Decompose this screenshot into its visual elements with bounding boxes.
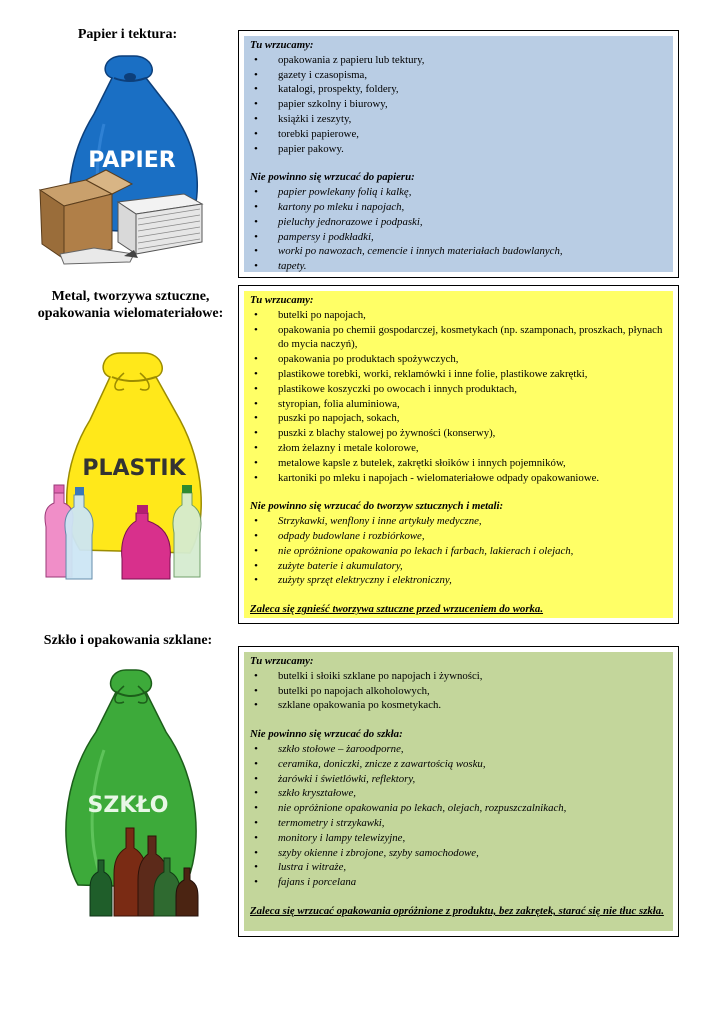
glass-allowed-list	[250, 669, 667, 713]
list-item: • nie opróżnione opakowania po lekach i farbach, lakierach i olejach,	[250, 544, 667, 559]
paper-info-panel	[238, 30, 679, 278]
section-title-plastic-line2: opakowania wielomateriałowe:	[37, 306, 224, 321]
list-item: • pieluchy jednorazowe i podpaski,	[250, 215, 667, 230]
paper-allowed-list	[250, 53, 667, 157]
paper-bag-illustration	[34, 44, 224, 269]
list-item: • złom żelazny i metale kolorowe,	[250, 441, 667, 456]
list-item: • kartony po mleku i napojach,	[250, 200, 667, 215]
list-item: • książki i zeszyty,	[250, 112, 667, 127]
list-item: • szklane opakowania po kosmetykach.	[250, 698, 667, 713]
list-item: • puszki z blachy stalowej po żywności (konserwy),	[250, 426, 667, 441]
paper-allowed-label: Tu wrzucamy:	[250, 39, 314, 51]
paper-forbidden-list	[250, 185, 667, 274]
list-item: • plastikowe torebki, worki, reklamówki i inne folie, plastikowe zakrętki,	[250, 367, 667, 382]
plastic-info-content	[244, 291, 673, 618]
plastic-allowed-label: Tu wrzucamy:	[250, 294, 314, 306]
list-item: • styropian, folia aluminiowa,	[250, 397, 667, 412]
list-item: • termometry i strzykawki,	[250, 816, 667, 831]
list-item: • opakowania po produktach spożywczych,	[250, 352, 667, 367]
glass-forbidden-list	[250, 742, 667, 890]
glass-forbidden-label: Nie powinno się wrzucać do szkła:	[250, 728, 403, 741]
plastic-bag-illustration	[40, 345, 220, 585]
list-item: • papier szkolny i biurowy,	[250, 97, 667, 112]
list-item: • butelki po napojach alkoholowych,	[250, 684, 667, 699]
section-title-glass: Szkło i opakowania szklane:	[43, 633, 213, 648]
list-item: • odpady budowlane i rozbiórkowe,	[250, 529, 667, 544]
list-item: • puszki po napojach, sokach,	[250, 411, 667, 426]
list-item: • butelki po napojach,	[250, 308, 667, 323]
list-item: • nie opróżnione opakowania po lekach, olejach, rozpuszczalnikach,	[250, 801, 667, 816]
section-title-plastic-line1: Metal, tworzywa sztuczne,	[51, 289, 210, 304]
list-item: • plastikowe koszyczki po owocach i innych produktach,	[250, 382, 667, 397]
section-title-paper: Papier i tektura:	[77, 27, 178, 42]
list-item: • metalowe kapsle z butelek, zakrętki słoików i innych pojemników,	[250, 456, 667, 471]
list-item: • worki po nawozach, cemencie i innych materiałach budowlanych,	[250, 244, 667, 259]
list-item: • gazety i czasopisma,	[250, 68, 667, 83]
list-item: • fajans i porcelana	[250, 875, 667, 890]
list-item: • tapety.	[250, 259, 667, 274]
bag-label-paper: PAPIER	[88, 148, 176, 173]
paper-info-content	[244, 36, 673, 272]
list-item: • lustra i witraże,	[250, 860, 667, 875]
list-item: • opakowania po chemii gospodarczej, kosmetykach (np. szamponach, proszkach, płynach do mycia naczyń),	[250, 323, 667, 353]
list-item: • torebki papierowe,	[250, 127, 667, 142]
list-item: • monitory i lampy telewizyjne,	[250, 831, 667, 846]
glass-bag-illustration	[34, 660, 214, 920]
plastic-forbidden-list	[250, 514, 667, 588]
glass-note: Zaleca się wrzucać opakowania opróżnione z produktu, bez zakrętek, starać się nie tłuc szkła.	[250, 904, 664, 917]
glass-allowed-label: Tu wrzucamy:	[250, 655, 314, 667]
list-item: • opakowania z papieru lub tektury,	[250, 53, 667, 68]
list-item: • zużyty sprzęt elektryczny i elektroniczny,	[250, 573, 667, 588]
list-item: • papier pakowy.	[250, 142, 667, 157]
list-item: • kartoniki po mleku i napojach - wielomateriałowe odpady opakowaniowe.	[250, 471, 667, 486]
paper-forbidden-label: Nie powinno się wrzucać do papieru:	[250, 171, 415, 184]
plastic-info-panel	[238, 285, 679, 624]
glass-info-panel	[238, 646, 679, 937]
list-item: • papier powlekany folią i kalkę,	[250, 185, 667, 200]
bag-label-plastic: PLASTIK	[82, 456, 186, 481]
list-item: • Strzykawki, wenflony i inne artykuły medyczne,	[250, 514, 667, 529]
list-item: • żarówki i świetlówki, reflektory,	[250, 772, 667, 787]
glass-info-content	[244, 652, 673, 931]
list-item: • szkło kryształowe,	[250, 786, 667, 801]
list-item: • szyby okienne i zbrojone, szyby samochodowe,	[250, 846, 667, 861]
plastic-note: Zaleca się zgnieść tworzywa sztuczne przed wrzuceniem do worka.	[250, 603, 544, 616]
list-item: • szkło stołowe – żaroodporne,	[250, 742, 667, 757]
bag-label-glass: SZKŁO	[87, 793, 169, 818]
list-item: • katalogi, prospekty, foldery,	[250, 82, 667, 97]
section-title-plastic	[28, 288, 233, 322]
list-item: • pampersy i podkładki,	[250, 230, 667, 245]
plastic-forbidden-label: Nie powinno się wrzucać do tworzyw sztucznych i metali:	[250, 500, 504, 513]
list-item: • ceramika, doniczki, znicze z zawartością wosku,	[250, 757, 667, 772]
list-item: • butelki i słoiki szklane po napojach i żywności,	[250, 669, 667, 684]
plastic-allowed-list	[250, 308, 667, 486]
list-item: • zużyte baterie i akumulatory,	[250, 559, 667, 574]
